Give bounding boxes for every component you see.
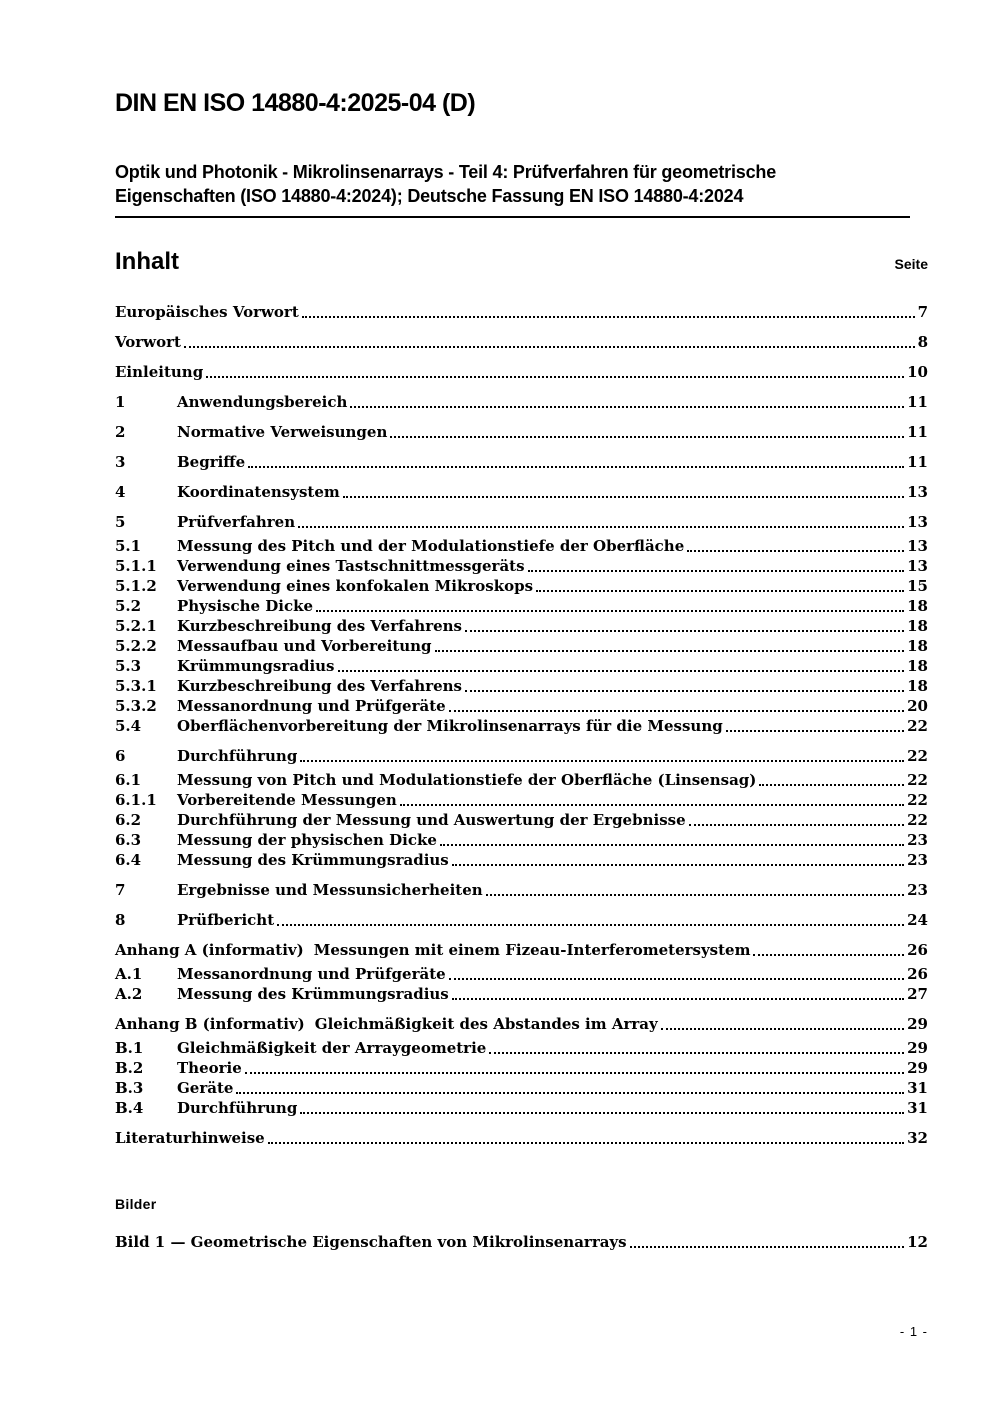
doc-title [115,160,928,208]
toc-entry [115,362,928,382]
toc-entry-page: 22 [907,717,928,735]
toc-entry-title: Messung von Pitch und Modulationstiefe der Oberfläche (Linsensag) [177,771,757,789]
toc-entry [115,770,928,790]
toc-entry-title: Krümmungsradius [177,657,335,675]
toc-entry-title: Begriffe [177,453,246,471]
toc-entry [115,830,928,850]
toc-entry-number: B.4 [115,1099,144,1117]
toc-entry-title: Geräte [177,1079,234,1097]
toc-entry [115,512,928,532]
toc-entry-title: Vorwort [115,333,181,351]
toc-entry-title: Anwendungsbereich [177,393,348,411]
toc-entry [115,616,928,636]
toc-entry-page: 26 [907,941,928,959]
toc-leader-dots [400,804,904,806]
toc-entry-page: 22 [907,811,928,829]
toc-entry [115,1014,928,1034]
toc-entry-number: A.1 [115,965,143,983]
toc-entry-title: Messaufbau und Vorbereitung [177,637,432,655]
toc-entry-title: Messanordnung und Prüfgeräte [177,697,446,715]
toc-leader-dots [661,1028,904,1030]
toc-entry-title: Messanordnung und Prüfgeräte [177,965,446,983]
toc-entry [115,940,928,960]
toc-entry-page: 20 [907,697,928,715]
header-divider [115,216,910,218]
toc-leader-dots [435,650,905,652]
toc-entry [115,1078,928,1098]
toc-entry-page: 11 [907,423,928,441]
toc-entry-title: Theorie [177,1059,242,1077]
toc-entry [115,422,928,442]
toc-entry-number: Anhang B (informativ) [115,1015,305,1033]
toc-entry-title: Messung des Krümmungsradius [177,851,449,869]
toc-entry-page: 15 [907,577,928,595]
toc-entry-number: 5.3.1 [115,677,157,695]
toc-leader-dots [316,610,904,612]
figures-list [115,1232,928,1252]
toc-entry-page: 29 [907,1015,928,1033]
toc-entry-title: Koordinatensystem [177,483,340,501]
toc-entry-page: 32 [907,1129,928,1147]
toc-entry-page: 24 [907,911,928,929]
toc-entry [115,1038,928,1058]
toc-leader-dots [338,670,905,672]
toc-entry [115,810,928,830]
toc-entry-page: 23 [907,831,928,849]
toc-entry-number: 6.1 [115,771,142,789]
toc-entry-number: B.3 [115,1079,144,1097]
toc-entry-number: 1 [115,393,126,411]
toc-leader-dots [449,710,904,712]
toc-entry [115,556,928,576]
page-number-footer: - 1 - [899,1324,928,1339]
toc-entry-number: 5.3 [115,657,142,675]
toc-entry-number: 5.2.2 [115,637,157,655]
toc-entry-number: 5.1 [115,537,142,555]
toc-entry [115,452,928,472]
toc-leader-dots [298,526,904,528]
toc-entry-number: Anhang A (informativ) [115,941,304,959]
toc-leader-dots [489,1052,904,1054]
toc-entry-page: 31 [907,1079,928,1097]
toc-entry-page: 18 [907,637,928,655]
toc-leader-dots [184,346,915,348]
toc-entry [115,964,928,984]
toc-entry-number: 5.2.1 [115,617,157,635]
toc-leader-dots [206,376,904,378]
toc-entry-title: Messungen mit einem Fizeau-Interferometersystem [313,941,751,959]
toc-entry-number: 5.3.2 [115,697,157,715]
toc-entry-page: 27 [907,985,928,1003]
toc-entry-title: Messung des Pitch und der Modulationstiefe der Oberfläche [177,537,685,555]
toc-entry-page: 22 [907,747,928,765]
toc-entry-number: A.2 [115,985,143,1003]
toc-entry [115,536,928,556]
toc-leader-dots [277,924,904,926]
toc-leader-dots [390,436,904,438]
toc-entry-page: 13 [907,483,928,501]
toc-entry-number: 6.3 [115,831,142,849]
toc-entry-title: Prüfverfahren [177,513,296,531]
toc-entry [115,696,928,716]
toc-entry [115,984,928,1004]
toc-entry-page: 18 [907,617,928,635]
toc-list [115,302,928,1148]
toc-entry-number: 6.1.1 [115,791,157,809]
toc-entry-title: Kurzbeschreibung des Verfahrens [177,677,462,695]
toc-entry [115,302,928,322]
toc-entry [115,1058,928,1078]
toc-entry-title: Durchführung [177,1099,298,1117]
toc-leader-dots [687,550,904,552]
toc-entry-title: Literaturhinweise [115,1129,265,1147]
toc-entry-title: Bild 1 — Geometrische Eigenschaften von Mikrolinsenarrays [115,1233,627,1251]
toc-entry-number: 6.2 [115,811,142,829]
toc-entry [115,1232,928,1252]
toc-entry [115,880,928,900]
document-page [115,0,928,1403]
toc-leader-dots [300,1112,904,1114]
toc-entry-title: Kurzbeschreibung des Verfahrens [177,617,462,635]
toc-entry-title: Normative Verweisungen [177,423,388,441]
toc-entry-number: 6.4 [115,851,142,869]
doc-title-line1: Optik und Photonik - Mikrolinsenarrays - Teil 4: Prüfverfahren für geometrische [115,162,777,182]
toc-entry-number: 5.4 [115,717,142,735]
toc-entry-page: 22 [907,771,928,789]
toc-leader-dots [486,894,904,896]
toc-entry-page: 29 [907,1039,928,1057]
toc-leader-dots [248,466,904,468]
toc-entry-page: 23 [907,881,928,899]
toc-entry-title: Oberflächenvorbereitung der Mikrolinsenarrays für die Messung [177,717,723,735]
toc-entry-title: Gleichmäßigkeit der Arraygeometrie [177,1039,487,1057]
toc-entry-number: 6 [115,747,126,765]
toc-entry-page: 13 [907,557,928,575]
toc-entry-number: B.1 [115,1039,144,1057]
toc-entry-page: 12 [907,1233,928,1251]
toc-leader-dots [465,690,904,692]
toc-entry-number: 3 [115,453,126,471]
toc-entry-title: Verwendung eines Tastschnittmessgeräts [177,557,525,575]
toc-leader-dots [245,1072,904,1074]
toc-entry-number: 8 [115,911,126,929]
toc-entry-number: 5.2 [115,597,142,615]
toc-entry [115,636,928,656]
toc-entry [115,392,928,412]
page-column-label: Seite [894,256,928,272]
contents-heading: Inhalt [115,248,179,275]
toc-entry [115,596,928,616]
toc-entry-number: B.2 [115,1059,144,1077]
toc-entry-number: 7 [115,881,126,899]
toc-leader-dots [302,316,915,318]
toc-entry-title: Europäisches Vorwort [115,303,299,321]
toc-leader-dots [528,570,905,572]
toc-entry-page: 23 [907,851,928,869]
toc-leader-dots [343,496,904,498]
toc-entry-title: Physische Dicke [177,597,314,615]
toc-entry [115,716,928,736]
toc-entry-number: 5 [115,513,126,531]
toc-leader-dots [630,1246,905,1248]
toc-entry-number: 2 [115,423,126,441]
toc-entry [115,850,928,870]
toc-entry [115,910,928,930]
toc-entry [115,790,928,810]
toc-entry-title: Vorbereitende Messungen [177,791,397,809]
toc-entry-page: 22 [907,791,928,809]
toc-entry-page: 26 [907,965,928,983]
toc-entry-title: Messung des Krümmungsradius [177,985,449,1003]
toc-entry [115,676,928,696]
toc-entry [115,746,928,766]
toc-entry [115,656,928,676]
doc-code: DIN EN ISO 14880-4:2025-04 (D) [115,89,476,117]
toc-entry [115,332,928,352]
toc-leader-dots [753,954,904,956]
toc-entry [115,482,928,502]
toc-leader-dots [300,760,904,762]
toc-leader-dots [449,978,904,980]
toc-leader-dots [350,406,904,408]
toc-leader-dots [236,1092,904,1094]
toc-entry [115,1128,928,1148]
toc-entry-page: 11 [907,393,928,411]
toc-leader-dots [465,630,904,632]
toc-entry-page: 7 [917,303,928,321]
contents-header-row [115,248,928,276]
figures-heading: Bilder [115,1196,157,1212]
toc-entry-title: Gleichmäßigkeit des Abstandes im Array [314,1015,658,1033]
toc-leader-dots [726,730,904,732]
toc-leader-dots [689,824,904,826]
toc-entry-page: 13 [907,537,928,555]
toc-entry-page: 18 [907,597,928,615]
toc-entry-number: 5.1.2 [115,577,157,595]
toc-entry [115,576,928,596]
toc-entry-page: 8 [917,333,928,351]
toc-entry-page: 29 [907,1059,928,1077]
toc-entry-title: Prüfbericht [177,911,275,929]
toc-leader-dots [536,590,904,592]
toc-leader-dots [452,864,904,866]
toc-entry-title: Ergebnisse und Messunsicherheiten [177,881,483,899]
toc-leader-dots [268,1142,904,1144]
toc-entry-title: Verwendung eines konfokalen Mikroskops [177,577,534,595]
toc-entry-number: 5.1.1 [115,557,157,575]
toc-entry-title: Durchführung [177,747,298,765]
toc-entry-title: Messung der physischen Dicke [177,831,437,849]
toc-leader-dots [759,784,904,786]
toc-entry-page: 18 [907,657,928,675]
toc-entry-title: Durchführung der Messung und Auswertung der Ergebnisse [177,811,686,829]
toc-leader-dots [452,998,904,1000]
toc-entry-title: Einleitung [115,363,204,381]
toc-entry-page: 31 [907,1099,928,1117]
toc-entry [115,1098,928,1118]
toc-entry-page: 18 [907,677,928,695]
toc-entry-page: 10 [907,363,928,381]
toc-entry-page: 13 [907,513,928,531]
doc-title-line2: Eigenschaften (ISO 14880-4:2024); Deutsche Fassung EN ISO 14880-4:2024 [115,186,744,206]
toc-entry-page: 11 [907,453,928,471]
toc-entry-number: 4 [115,483,126,501]
toc-leader-dots [440,844,904,846]
